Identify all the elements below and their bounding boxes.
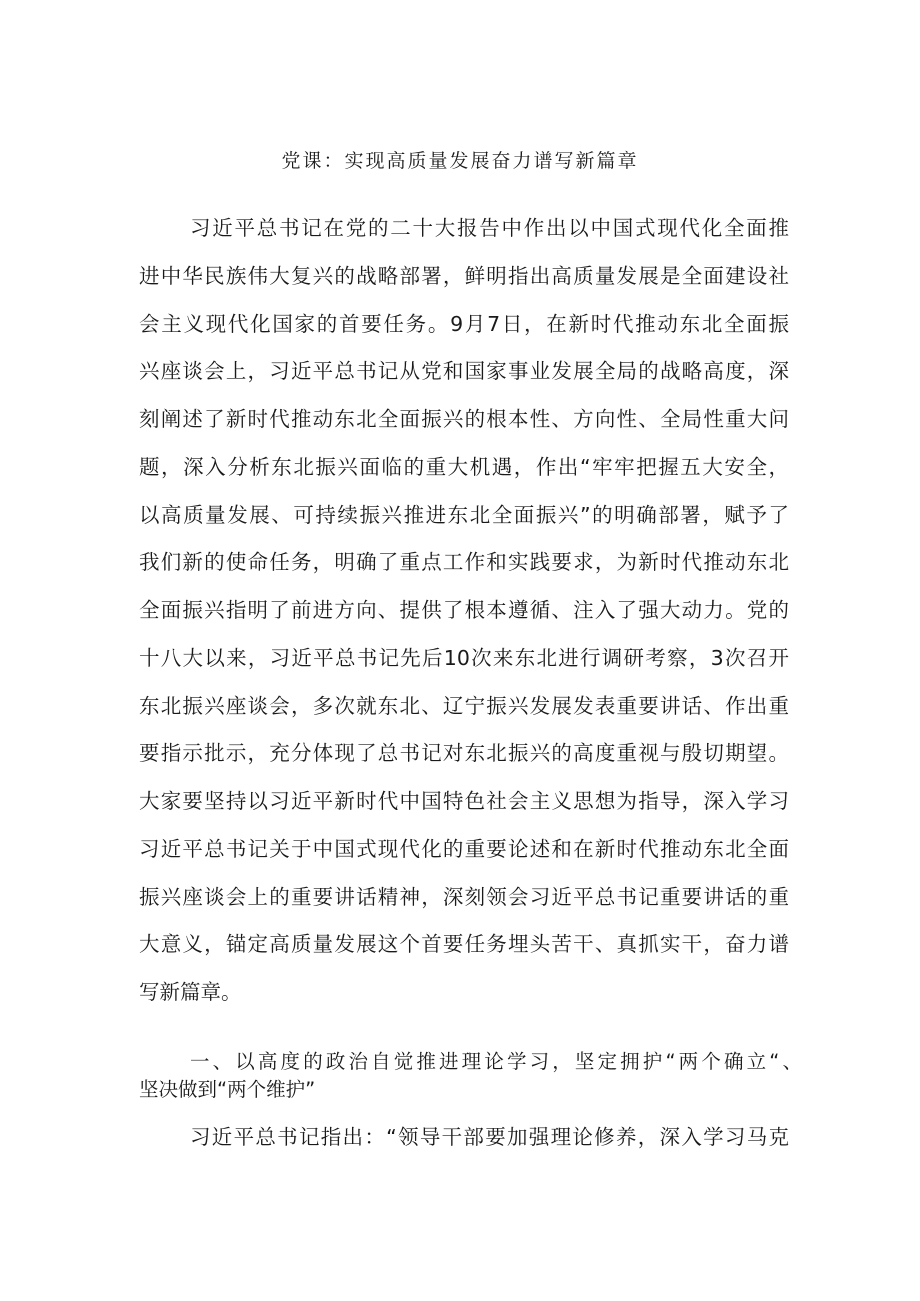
intro-line: 习近平总书记关于中国式现代化的重要论述和在新时代推动东北全面 [139,836,789,861]
intro-line: 振兴座谈会上的重要讲话精神，深刻领会习近平总书记重要讲话的重 [139,884,789,909]
intro-line: 东北振兴座谈会，多次就东北、辽宁振兴发展发表重要讲话、作出重 [139,693,789,718]
section-heading: 坚决做到“两个维护” [139,1078,316,1101]
section-heading: 一、以高度的政治自觉推进理论学习，坚定拥护“两个确立“、 [190,1050,802,1073]
intro-line: 要指示批示，充分体现了总书记对东北振兴的高度重视与殷切期望。 [139,741,789,766]
intro-line: 我们新的使命任务，明确了重点工作和实践要求，为新时代推动东北 [139,550,789,575]
document-title: 党课：实现高质量发展奋力谱写新篇章 [281,150,639,172]
intro-line: 十八大以来，习近平总书记先后10次来东北进行调研考察，3次召开 [139,645,789,670]
intro-line: 以高质量发展、可持续振兴推进东北全面振兴”的明确部署，赋予了 [139,502,789,527]
intro-line: 兴座谈会上，习近平总书记从党和国家事业发展全局的战略高度，深 [139,359,789,384]
section-body-line: 习近平总书记指出：“领导干部要加强理论修养，深入学习马克 [190,1125,789,1149]
intro-line: 习近平总书记在党的二十大报告中作出以中国式现代化全面推 [190,216,789,240]
intro-line: 写新篇章。 [139,980,242,1004]
intro-line: 进中华民族伟大复兴的战略部署，鲜明指出高质量发展是全面建设社 [139,264,789,288]
intro-line: 会主义现代化国家的首要任务。9月7日，在新时代推动东北全面振 [139,311,789,336]
intro-line: 全面振兴指明了前进方向、提供了根本遵循、注入了强大动力。党的 [139,598,789,623]
intro-line: 大意义，锚定高质量发展这个首要任务埋头苦干、真抓实干，奋力谱 [139,932,789,957]
intro-line: 刻阐述了新时代推动东北全面振兴的根本性、方向性、全局性重大问 [139,407,789,432]
intro-line: 大家要坚持以习近平新时代中国特色社会主义思想为指导，深入学习 [139,789,789,814]
intro-line: 题，深入分析东北振兴面临的重大机遇，作出“牢牢把握五大安全， [139,454,789,479]
